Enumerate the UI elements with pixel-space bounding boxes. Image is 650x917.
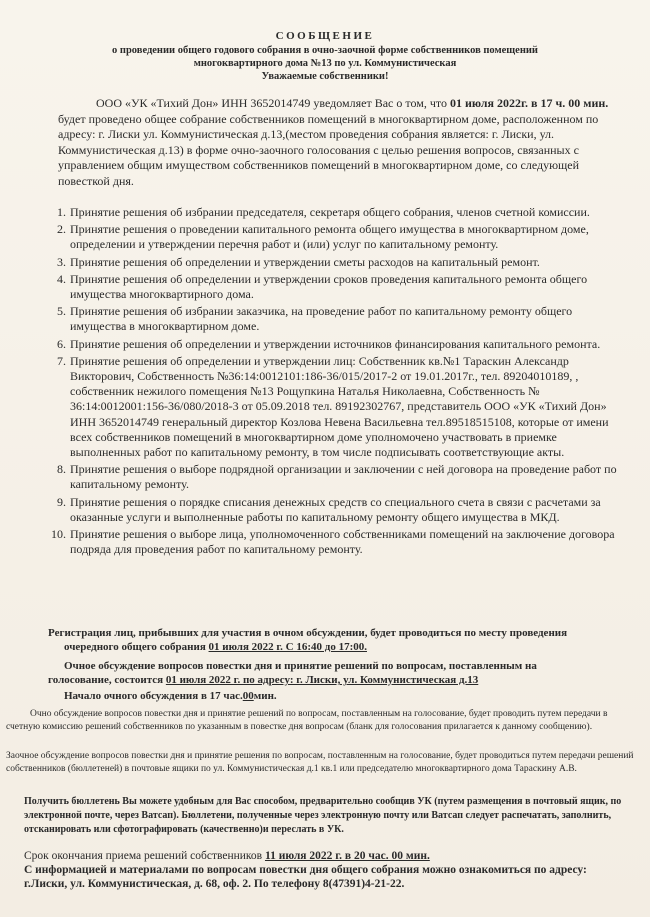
agenda-item [38, 205, 618, 220]
agenda-item-number: 4. [57, 271, 66, 286]
agenda-item [38, 272, 618, 302]
agenda-item-text: Принятие решения о проведении капитального ремонта общего имущества в многоквартирном доме, определении и утверждении перечня работ и (или) услуг по капитальному ремонту. [70, 222, 589, 252]
agenda-item [38, 222, 618, 252]
notice-subtitle-line1: о проведении общего годового собрания в очно-заочной форме собственников помещений [112, 45, 538, 56]
agenda-item-number: 8. [57, 462, 66, 477]
agenda-item-number: 6. [57, 336, 66, 351]
agenda-item-text: Принятие решения об определении и утверждении сметы расходов на капитальный ремонт. [70, 254, 540, 269]
agenda-item-number: 7. [57, 353, 66, 368]
agenda-item-number: 5. [57, 304, 66, 319]
agenda-list [38, 205, 618, 559]
deadline-date: 11 июля 2022 г. в 20 час. 00 мин. [264, 850, 430, 862]
intro-text-b: будет проведено общее собрание собственников помещений в многоквартирном доме, расположенном по адресу: г. Лиски ул. Коммунистическая д.13,(местом проведения собрания является: г. Лиски, ул. Коммунистическая д.13) в форме очно-заочного голосования с целью решения вопросов, связанных с управлением общим имуществом собственников помещений в многоквартирном доме, со следующей повесткой дня. [58, 111, 599, 188]
agenda-item-text: Принятие решения об определении и утверждении лиц: Собственник кв.№1 Тараскин Александр Викторович, Собственность №36:14:0012101:186-36/015/2017-2 от 19.01.2017г., тел. 89204010189, , собственник нежилого помещения №13 Рощупкина Наталья Николаевна, Собственность № 36:14:0012001:156-36/080/2018-3 от 05.09.2018 тел. 89192302767, представитель ООО «УК «Тихий Дон» ИНН 3652014749 генеральный директор Козлова Невена Васильевна тел.89518515108, которые от имени всех собственников помещений в многоквартирном доме уполномочено участвовать в приемке выполненных работ по капитальному ремонту, в том числе подписывать соответствующие акты. [70, 353, 609, 460]
notice-greeting: Уважаемые собственники! [261, 71, 389, 82]
agenda-item [38, 527, 618, 557]
discussion-start-minutes: 00 [242, 690, 254, 702]
agenda-item-number: 9. [57, 494, 66, 509]
agenda-item-text: Принятие решения об определении и утверждении источников финансирования капитального ремонта. [70, 336, 601, 351]
agenda-item-text: Принятие решения об избрании заказчика, на проведение работ по капитальному ремонту общего имущества в многоквартирном доме. [70, 304, 573, 334]
discussion-start-suffix: мин. [253, 690, 277, 702]
agenda-item [38, 495, 618, 525]
intro-paragraph [58, 96, 618, 189]
agenda-item [38, 337, 618, 352]
discussion-line2-text: голосование, состоится [48, 674, 166, 686]
agenda-item-text: Принятие решения об избрании председателя, секретаря общего собрания, членов счетной комиссии. [70, 205, 590, 219]
info-line2: г.Лиски, ул. Коммунистическая, д. 68, оф. 2. По телефону 8(47391)4-21-22. [24, 878, 405, 890]
meeting-date: 01 июля 2022г. в 17 ч. 00 мин. [449, 96, 609, 110]
agenda-item [38, 462, 618, 492]
agenda-item-number: 2. [57, 222, 66, 237]
agenda-item-text: Принятие решения о порядке списания денежных средств со специального счета в связи с расчетами за оказанные услуги и выполненные работы по капитальному ремонту общего имущества в МКД. [70, 494, 601, 524]
ballot-instructions: Получить бюллетень Вы можете удобным для Вас способом, предварительно сообщив УК (путем размещения в почтовый ящик, по электронной почте, через Ватсап). Бюллетени, полученные через электронную почту или Ватсап следует распечатать, заполнить, отсканировать или сфотографировать (качественно)и переслать в УК. [24, 796, 622, 836]
registration-line2 [64, 641, 644, 654]
agenda-item [38, 354, 618, 460]
agenda-item-number: 3. [57, 254, 66, 269]
discussion-date-address: 01 июля 2022 г. по адресу: г. Лиски, ул. Коммунистическая д.13 [165, 674, 479, 686]
discussion-start-text: Начало очного обсуждения в 17 час. [64, 690, 243, 702]
discussion-line2 [48, 674, 638, 687]
deadline-line [24, 849, 634, 863]
registration-line2-text: очередного общего собрания [64, 641, 209, 653]
discussion-start [64, 690, 644, 703]
deadline-text: Срок окончания приема решений собственников [24, 850, 265, 862]
info-line1: С информацией и материалами по вопросам повестки дня общего собрания можно ознакомиться по адресу: [24, 864, 587, 876]
notice-title: СООБЩЕНИЕ [275, 30, 375, 42]
agenda-item-text: Принятие решения об определении и утверждении сроков проведения капитального ремонта общего имущества многоквартирного дома. [70, 271, 588, 302]
registration-time: 01 июля 2022 г. С 16:40 до 17:00. [208, 641, 367, 653]
deadline-block [24, 849, 634, 891]
agenda-item-text: Принятие решения о выборе лица, уполномоченного собственниками помещений на заключение договора подряда для проведения работ по капитальному ремонту. [70, 527, 615, 557]
discussion-line1: Очное обсуждение вопросов повестки дня и принятие решений по вопросам, поставленным на [64, 660, 537, 672]
intro-text-a: ООО «УК «Тихий Дон» ИНН 3652014749 уведомляет Вас о том, что [96, 96, 450, 110]
agenda-item [38, 255, 618, 270]
agenda-item-text: Принятие решения о выборе подрядной организации и заключении с ней договора на проведение работ по капитальному ремонту. [70, 462, 617, 492]
notice-subtitle-line2: многоквартирного дома №13 по ул. Коммунистическая [193, 58, 457, 69]
registration-line1: Регистрация лиц, прибывших для участия в очном обсуждении, будет проводиться по месту проведения [48, 627, 568, 639]
agenda-item-number: 10. [51, 527, 66, 542]
procedure-in-person: Очно обсуждение вопросов повестки дня и принятие решений по вопросам, поставленным на голосование, будет проводить путем передачи в счетную комиссию решений собственников по указанным в повестке дня вопросам (бланк для голосования прилагается к данному сообщению). [6, 709, 608, 732]
agenda-item [38, 304, 618, 334]
procedure-absentee: Заочное обсуждение вопросов повестки дня и принятие решения по вопросам, поставленным на голосование, будет проводиться путем передачи решений собственников (бюллетеней) в почтовые ящики по ул. Коммунистическая д.1 кв.1 или председателю многоквартирного дома Тараскину А.В. [6, 751, 634, 774]
agenda-item-number: 1. [57, 205, 66, 219]
